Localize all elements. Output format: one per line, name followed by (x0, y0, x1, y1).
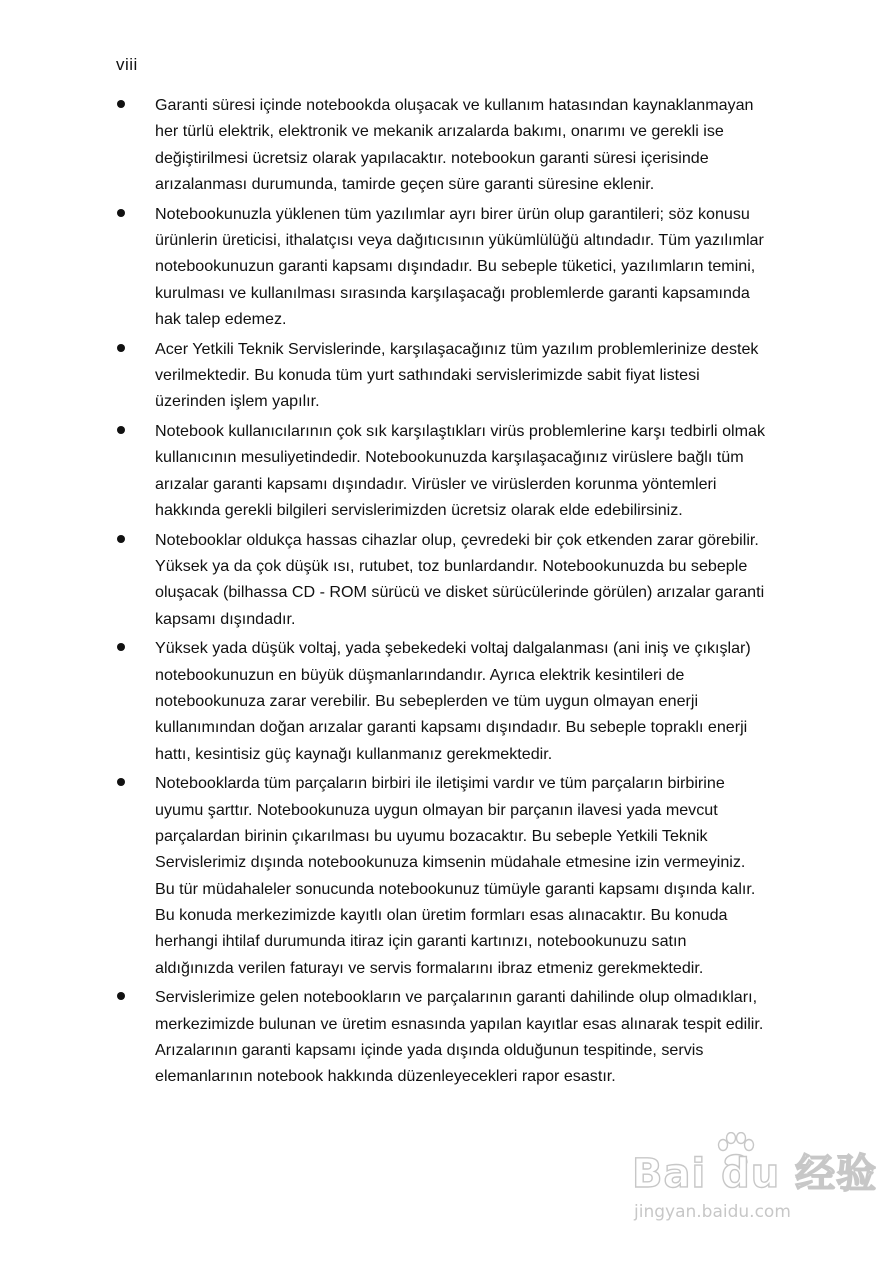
watermark-logo-text: Bai du 经验 (632, 1151, 878, 1197)
warranty-terms-list (116, 92, 766, 1093)
bullet-icon (117, 535, 125, 543)
list-item-text: Notebookunuzla yüklenen tüm yazılımlar ayrı birer ürün olup garantileri; söz konusu ürünlerin üreticisi, ithalatçısı veya dağıtıcısının yükümlülüğü altındadır. Tüm yazılımlar notebookunuzun garanti kapsamı dışındadır. Bu sebeple tüketici, yazılımların temini, kurulması ve kullanılması sırasında karşılaşacağı problemlerde garanti kapsamında hak talep edemez. (155, 204, 764, 328)
page-number: viii (116, 55, 138, 74)
watermark-url: jingyan.baidu.com (634, 1202, 791, 1222)
list-item-text: Notebooklarda tüm parçaların birbiri ile iletişimi vardır ve tüm parçaların birbirine uyumu şarttır. Notebookunuza uygun olmayan bir parçanın ilavesi yada mevcut parçalardan birinin çıkarılması bu uyumu bozacaktır. Bu sebeple Yetkili Teknik Servislerimiz dışında notebookunuza kimsenin müdahale etmesine izin vermeyiniz. Bu tür müdahaleler sonucunda notebookunuz tümüyle garanti kapsamı dışında kalır. Bu konuda merkezimizde kayıtlı olan üretim formları esas alınacaktır. Bu konuda herhangi ihtilaf durumunda itiraz için garanti kartınızı, notebookunuzu satın aldığınızda verilen faturayı ve servis formalarını ibraz etmeniz gerekmektedir. (155, 774, 756, 977)
list-item (116, 418, 766, 523)
list-item (116, 635, 766, 766)
list-item (116, 336, 766, 415)
list-item (116, 201, 766, 332)
list-item-text: Notebook kullanıcılarının çok sık karşılaştıkları virüs problemlerine karşı tedbirli olmak kullanıcının mesuliyetindedir. Notebookunuzda karşılaşacağınız virüslere bağlı tüm arızalar garanti kapsamı dışındadır. Virüsler ve virüslerden korunma yöntemleri hakkında gerekli bilgileri servislerimizden ücretsiz olarak elde edebilirsiniz. (155, 422, 766, 519)
list-item (116, 984, 766, 1089)
list-item (116, 92, 766, 197)
list-item (116, 527, 766, 632)
bullet-icon (117, 209, 125, 217)
baidu-jingyan-watermark (626, 1142, 878, 1238)
bullet-icon (117, 992, 125, 1000)
bullet-icon (117, 344, 125, 352)
bullet-icon (117, 643, 125, 651)
list-item-text: Servislerimize gelen notebookların ve parçalarının garanti dahilinde olup olmadıkları, merkezimizde bulunan ve üretim esnasında yapılan kayıtlar esas alınarak tespit edilir. Arızalarının garanti kapsamı içinde yada dışında olduğunun tespitinde, servis elemanlarının notebook hakkında düzenleyecekleri rapor esastır. (155, 988, 764, 1086)
list-item (116, 770, 766, 980)
list-item-text: Garanti süresi içinde notebookda oluşacak ve kullanım hatasından kaynaklanmayan her türlü elektrik, elektronik ve mekanik arızalarda bakımı, onarımı ve gerekli ise değiştirilmesi ücretsiz olarak yapılacaktır. notebookun garanti süresi içerisinde arızalanması durumunda, tamirde geçen süre garanti süresine eklenir. (155, 96, 754, 193)
list-item-text: Notebooklar oldukça hassas cihazlar olup, çevredeki bir çok etkenden zarar görebilir. Yüksek ya da çok düşük ısı, rutubet, toz bunlardandır. Notebookunuzda bu sebeple oluşacak (bilhassa CD - ROM sürücü ve disket sürücülerinde görülen) arızalar garanti kapsamı dışındadır. (155, 530, 765, 628)
list-item-text: Yüksek yada düşük voltaj, yada şebekedeki voltaj dalgalanması (ani iniş ve çıkışlar) notebookunuzun en büyük düşmanlarındandır. Ayrıca elektrik kesintileri de notebookunuza zarar verebilir. Bu sebeplerden ve tüm uygun olmayan enerji kullanımından doğan arızalar garanti kapsamı dışındadır. Bu sebeple topraklı enerji hattı, kesintisiz güç kaynağı kullanmanız gerekmektedir. (155, 639, 751, 763)
list-item-text: Acer Yetkili Teknik Servislerinde, karşılaşacağınız tüm yazılım problemlerinize destek verilmektedir. Bu konuda tüm yurt sathındaki servislerimizde sabit fiyat listesi üzerinden işlem yapılır. (155, 339, 759, 411)
bullet-icon (117, 426, 125, 434)
bullet-icon (117, 100, 125, 108)
bullet-icon (117, 778, 125, 786)
